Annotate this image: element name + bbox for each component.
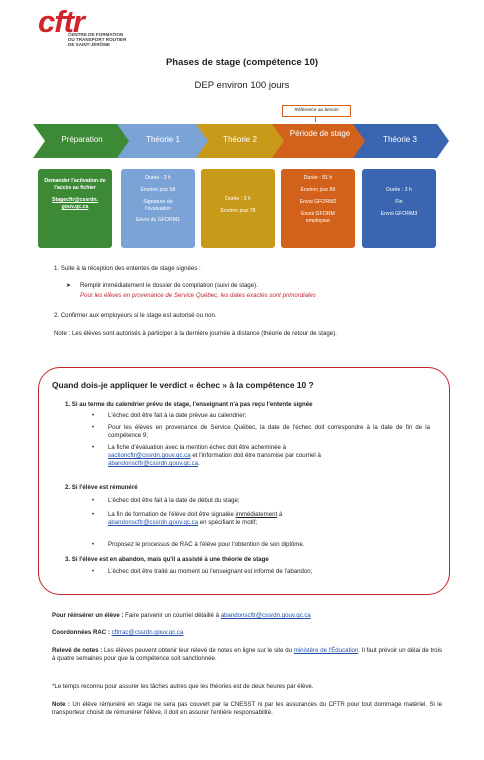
- step-2: 2. Confirmer aux employeurs si le stage est autorisé ou non.: [54, 312, 217, 319]
- stage-email-link-domain[interactable]: gouv.qc.ca: [61, 204, 89, 210]
- reinsert-email-link[interactable]: abandonscftr@cssrdn.gouv.qc.ca: [220, 612, 311, 619]
- final-note: [52, 701, 442, 717]
- verdict-bullet: Pour les élèves en provenance de Service Québec, la date de l'échec doit correspondre à la date de fin de la compétence 9;: [108, 424, 430, 440]
- releve-label: Relevé de notes :: [52, 647, 103, 654]
- phase-detail: Envoi GFORM2: [299, 199, 337, 205]
- abandon-email-link[interactable]: abandonscftr@cssrdn.gouv.qc.ca: [108, 519, 199, 527]
- phase-label: Période de stage: [289, 129, 351, 138]
- bullet-text: et l'information doit être transmise par courriel à: [190, 452, 321, 460]
- bullet-icon: •: [92, 424, 95, 431]
- phase-detail: Durée : 3 h: [386, 187, 412, 193]
- verdict-case-3: 3. Si l'élève est en abandon, mais qu'il a assisté à une théorie de stage: [65, 556, 269, 563]
- bullet-icon: •: [92, 412, 95, 419]
- bullet-icon: •: [92, 568, 95, 575]
- phase-label: Préparation: [61, 135, 103, 144]
- phase-detail: Durée : 81 h: [303, 175, 333, 181]
- phase-details-theorie-1: [121, 169, 195, 248]
- step-1: 1. Suite à la réception des ententes de stage signées :: [54, 265, 201, 272]
- phase-details-theorie-3: [362, 169, 436, 248]
- page-subtitle: DEP environ 100 jours: [194, 80, 290, 91]
- releve-text: Les élèves peuvent obtenir leur relevé de notes en ligne sur le site du: [102, 647, 294, 654]
- bullet-icon: •: [92, 511, 95, 518]
- rac-label: Coordonnées RAC :: [52, 629, 110, 636]
- logo-subtitle-line: CENTRE DE FORMATION: [68, 32, 124, 37]
- steps-note: Note : Les élèves sont autorisés à participer à la dernière journée à distance (théorie de retour de stage).: [54, 330, 337, 337]
- arrow-bullet-icon: ➤: [66, 282, 72, 289]
- final-note-text: Un élève rémunéré en stage ne sera pas couvert par la CNESST ni par les assurances du CFTR pour tout dommage matériel. Si le transporteur choisit de rémunérer l'élève, il doit en assurer l'entière responsabilité.: [52, 701, 443, 717]
- logo-subtitle-line: DU TRANSPORT ROUTIER: [68, 37, 127, 42]
- phase-detail: Fin: [395, 199, 403, 205]
- phase-details-preparation: [38, 169, 112, 248]
- verdict-case-2: 2. Si l'élève est rémunéré: [65, 484, 138, 491]
- stage-email-link[interactable]: Stagecftr@cssrdn.: [52, 197, 98, 203]
- verdict-bullet: L'échec doit être fait à la date prévue au calendrier;: [108, 412, 247, 419]
- page-title: Phases de stage (compétence 10): [165, 57, 319, 68]
- time-note: *Le temps reconnu pour assurer les tâches autres que les théories est de deux heures par élève.: [52, 683, 314, 690]
- phase-detail: Durée : 3 h: [225, 196, 251, 202]
- phase-detail: Demander l'activation de l'accès au fichier: [44, 178, 106, 191]
- reinsert-text: Faire parvenir un courriel détaillé à: [123, 612, 221, 619]
- releve-text-end: . Il faut prévoir un délai de trois à quatre semaines pour que la compétence soit sanctionnée.: [52, 647, 443, 663]
- phase-details-theorie-2: [201, 169, 275, 248]
- logo-subtitle-line: DE SAINT-JÉRÔME: [68, 42, 111, 47]
- bullet-text: La fin de formation de l'élève doit être signalée: [108, 511, 236, 518]
- phase-label: Théorie 2: [223, 135, 257, 144]
- reference-tag: Référence au besoin: [282, 105, 351, 117]
- phase-detail: Envoi GFORM3: [380, 211, 418, 217]
- bullet-icon: •: [92, 497, 95, 504]
- verdict-title: Quand dois-je appliquer le verdict « échec » à la compétence 10 ?: [52, 380, 314, 390]
- verdict-bullet: Proposez le processus de RAC à l'élève pour l'obtention de son diplôme.: [108, 541, 305, 548]
- cftr-logo: cftr: [38, 4, 84, 39]
- verdict-bullet-evaluation: La fiche d'évaluation avec la mention échec doit être acheminée à sactioncftr@cssrdn.gouv.qc.ca et l'information doit être transmise par courriel à abandonscftr@cssrdn.gouv.qc.ca.: [108, 444, 321, 468]
- abandon-email-link[interactable]: abandonscftr@cssrdn.gouv.qc.ca: [108, 460, 199, 468]
- phase-detail: Signature de l'évaluation: [143, 199, 173, 212]
- verdict-bullet: L'échec doit être traité au moment où l'enseignant est informé de l'abandon;: [108, 568, 313, 575]
- rac-email-link[interactable]: cftrrac@cssrdn.gouv.qc.ca: [111, 629, 184, 636]
- bullet-emphasis: immédiatement: [235, 511, 278, 518]
- logo-subtitle: [68, 32, 126, 47]
- step-1-note: Pour les élèves en provenance de Service Québec, les dates exactes sont primordiales: [80, 292, 316, 299]
- phase-label: Théorie 1: [146, 135, 180, 144]
- reinsert-label: Pour réinsérer un élève :: [52, 612, 124, 619]
- bullet-text: à: [277, 511, 283, 518]
- verdict-bullet-remunere: [108, 511, 430, 527]
- rac-line: [52, 629, 183, 637]
- phase-detail: Environ jour 89: [300, 187, 336, 193]
- bullet-text: en spécifiant le motif;: [198, 519, 258, 527]
- bullet-text: La fiche d'évaluation avec la mention échec doit être acheminée à: [108, 444, 286, 451]
- sanction-email-link[interactable]: sactioncftr@cssrdn.gouv.qc.ca: [108, 452, 191, 460]
- ministere-link[interactable]: ministère de l'Éducation: [293, 647, 359, 654]
- verdict-bullet: L'échec doit être fait à la date de début du stage;: [108, 497, 240, 504]
- verdict-case-1: 1. Si au terme du calendrier prévu de stage, l'enseignant n'a pas reçu l'entente signée: [65, 401, 313, 408]
- final-note-label: Note :: [52, 701, 70, 708]
- phase-details-periode-stage: [281, 169, 355, 248]
- phase-detail: Envoi GFORM employeur: [301, 211, 335, 224]
- phase-detail: Envoi du GFORM1: [136, 217, 180, 223]
- phase-detail: Durée : 3 h: [145, 175, 171, 181]
- logo-swoosh: [42, 12, 60, 14]
- reinsert-line: [52, 612, 442, 620]
- bullet-icon: •: [92, 444, 95, 451]
- bullet-icon: •: [92, 541, 95, 548]
- step-1-action: Remplir immédiatement le dossier de compilation (suivi de stage).: [80, 282, 258, 289]
- phase-label: Théorie 3: [383, 135, 417, 144]
- releve-paragraph: [52, 647, 442, 663]
- phase-detail: Environ jour 58: [140, 187, 176, 193]
- phase-detail: Environ jour 78: [220, 208, 256, 214]
